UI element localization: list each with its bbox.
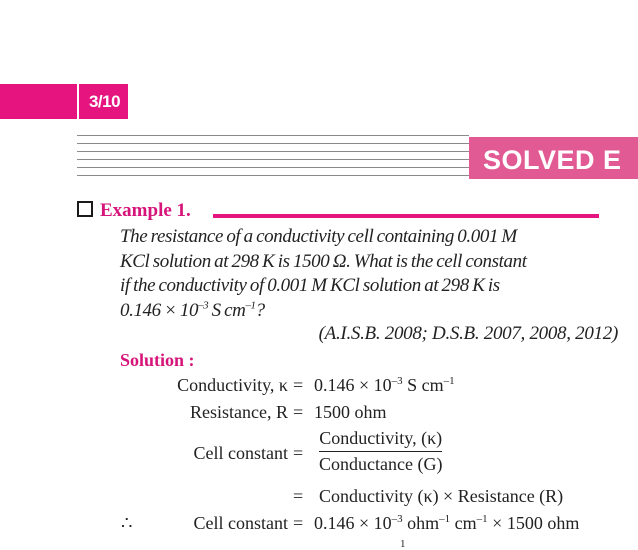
- question-line: The resistance of a conductivity cell containing 0.001 M: [120, 226, 517, 247]
- therefore-symbol: ∴: [121, 513, 133, 533]
- equation-cell-constant-value: [0, 513, 638, 537]
- equation-rhs: Conductivity (κ) × Resistance (R): [319, 486, 564, 506]
- question-text: [120, 225, 625, 323]
- equals-sign: =: [293, 513, 304, 533]
- cutoff-fragment: 1: [400, 538, 406, 550]
- equation-lhs: Cell constant: [193, 443, 288, 463]
- fraction: [319, 428, 442, 475]
- checkbox-icon: [77, 201, 93, 217]
- equals-sign: =: [293, 375, 304, 395]
- equation-lhs: Resistance, R: [190, 402, 288, 422]
- equation-rhs: $0.146 \times 10^{-3}$ ohm$^{-1}$ $cm^{-1} \times 1500$ ohm: [314, 513, 580, 533]
- example-title: Example 1.: [100, 200, 191, 221]
- page-number: 3/10: [77, 84, 130, 119]
- solution-label: Solution :: [120, 350, 195, 370]
- equals-sign: =: [293, 486, 304, 506]
- section-banner: SOLVED E: [469, 137, 638, 179]
- equation-lhs: Cell constant: [193, 513, 288, 533]
- example-underline: [213, 214, 599, 218]
- question-line: if the conductivity of 0.001 M KCl solution at 298 K is: [120, 275, 500, 296]
- decorative-rules: [77, 135, 469, 177]
- citation: (A.I.S.B. 2008; D.S.B. 2007, 2008, 2012): [318, 323, 618, 344]
- question-line: KCl solution at 298 K is 1500 Ω. What is the cell constant: [120, 250, 527, 272]
- equation-rhs: $0.146 \times 10^{-3}$ S $cm^{-1}$: [314, 375, 455, 395]
- equation-cell-constant-product: [0, 486, 638, 510]
- fraction-numerator: Conductivity, (κ): [319, 428, 442, 452]
- fraction-denominator: Conductance (G): [319, 454, 443, 474]
- equation-conductivity: [0, 375, 638, 399]
- equation-resistance: [0, 402, 638, 426]
- equation-rhs: 1500 ohm: [314, 402, 387, 422]
- equals-sign: =: [293, 443, 304, 463]
- example-heading: [77, 200, 191, 224]
- question-line: $0.146 \times 10^{-3}$ S $cm^{-1}$?: [120, 299, 265, 321]
- equals-sign: =: [293, 402, 304, 422]
- equation-cell-constant-fraction: [0, 428, 638, 480]
- equation-lhs: Conductivity, κ: [177, 375, 288, 395]
